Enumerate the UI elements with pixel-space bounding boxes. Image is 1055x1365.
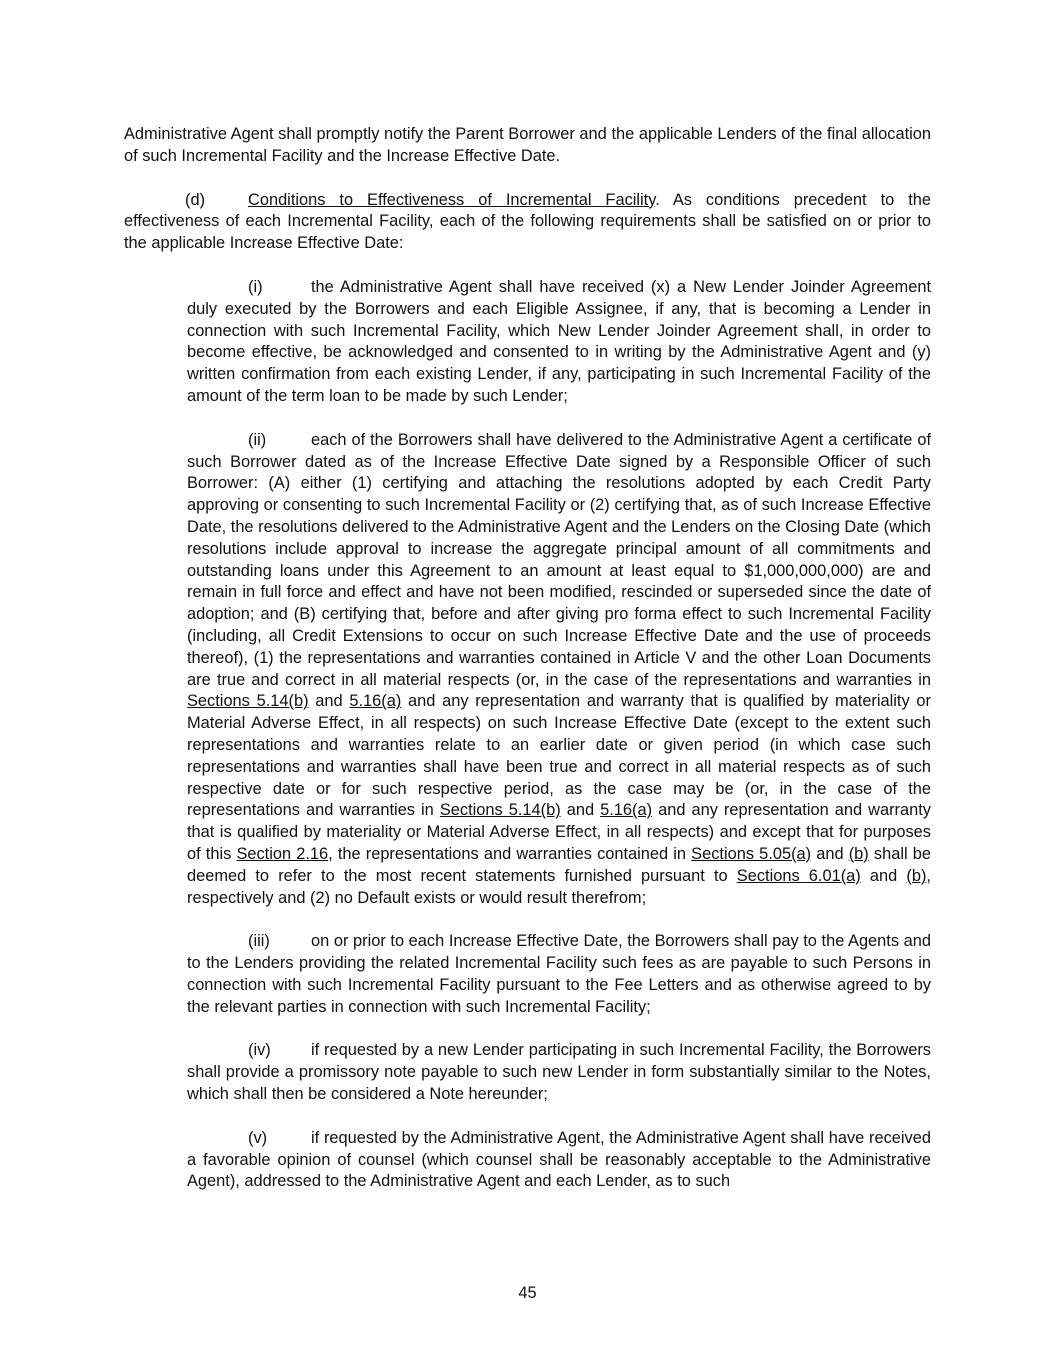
section-d-heading: Conditions to Effectiveness of Incremental Facility [248,190,656,209]
section-reference: Sections 5.14(b) [439,801,561,820]
section-reference: Section 2.16 [236,844,329,863]
item-iii [187,931,931,1018]
item-i-label: (i) [248,277,263,296]
item-v-text: if requested by the Administrative Agent, the Administrative Agent shall have received a favorable opinion of counsel (which counsel shall be reasonably acceptable to the Administrative Agent), addressed to the Administrative Agent and each Lender, as to such [187,1128,931,1191]
page-number: 45 [518,1284,537,1302]
item-i [187,277,931,408]
item-iv [187,1040,931,1105]
intro-paragraph: Administrative Agent shall promptly notify the Parent Borrower and the applicable Lenders of the final allocation of such Incremental Facility and the Increase Effective Date. [124,125,931,165]
section-reference: 5.16(a) [349,692,402,711]
item-ii-label: (ii) [248,430,267,449]
item-ii-text: and any representation and warranty that is qualified by materiality or Material Adverse Effect, in all respects) on such Increase Effective Date (except to the extent such representations and warranties relate to an earlier date or given period (in which case such representations and warranties shall have been true and correct in all material respects as of such respective date or for such respective period, as the case may be (or, in the case of the representations and warranties in [187,692,931,820]
item-iv-text: if requested by a new Lender participating in such Incremental Facility, the Borrowers shall provide a promissory note payable to such new Lender in form substantially similar to the Notes, which shall then be considered a Note hereunder; [187,1041,931,1104]
section-reference: 5.16(a) [600,801,653,820]
section-reference: Sections 5.05(a) [691,844,812,863]
section-reference: (b) [848,844,869,863]
item-ii-text: , respectively and (2) no Default exists or would result therefrom; [187,866,931,907]
item-v-label: (v) [248,1128,268,1147]
item-i-text: the Administrative Agent shall have received (x) a New Lender Joinder Agreement duly executed by the Borrowers and each Eligible Assignee, if any, that is becoming a Lender in connection with such Incremental Facility, which New Lender Joinder Agreement shall, in order to become effective, be acknowledged and consented to in writing by the Administrative Agent and (y) written confirmation from each existing Lender, if any, participating in such Incremental Facility of the amount of the term loan to be made by such Lender; [187,277,931,405]
item-ii-text: and [560,801,601,820]
section-reference: Sections 5.14(b) [187,692,309,711]
item-ii [187,430,931,910]
item-iv-label: (iv) [248,1041,271,1060]
item-iii-text: on or prior to each Increase Effective Date, the Borrowers shall pay to the Agents and to the Lenders providing the related Incremental Facility such fees as are payable to such Persons in connection with such Incremental Facility pursuant to the Fee Letters and as otherwise agreed to by the relevant parties in connection with such Incremental Facility; [187,932,931,1016]
item-ii-text: shall be deemed to refer to the most recent statements furnished pursuant to [187,844,931,885]
item-ii-text: each of the Borrowers shall have delivered to the Administrative Agent a certificate of such Borrower dated as of the Increase Effective Date signed by a Responsible Officer of such Borrower: (A) either (1) certifying and attaching the resolutions adopted by each Credit Party approving or consenting to such Incremental Facility or (2) certifying that, as of such Increase Effective Date, the resolutions delivered to the Administrative Agent and the Lenders on the Closing Date (which resolutions include approval to increase the aggregate principal amount of all commitments and outstanding loans under this Agreement to an amount at least equal to $1,000,000,000) are and remain in full force and effect and have not been modified, rescinded or superseded since the date of adoption; and (B) certifying that, before and after giving pro forma effect to such Incremental Facility (including, all Credit Extensions to occur on such Increase Effective Date and the use of proceeds thereof), (1) the representations and warranties contained in Article V and the other Loan Documents are true and correct in all material respects (or, in the case of the representations and warranties in [187,430,931,689]
item-ii-text: and [860,866,907,885]
item-ii-text: and any representation and warranty that is qualified by materiality or Material Adverse Effect, in all respects) and except that for purposes of this [187,801,931,863]
document-page [124,124,931,1215]
item-v [187,1128,931,1193]
section-d-paragraph [124,190,931,255]
item-ii-text: , the representations and warranties contained in [328,844,692,863]
item-iii-label: (iii) [248,932,270,951]
section-reference: Sections 6.01(a) [736,866,861,885]
section-reference: (b) [906,866,927,885]
section-d-label: (d) [185,190,206,209]
section-d-text: . As conditions precedent to the effectiveness of each Incremental Facility, each of the following requirements shall be satisfied on or prior to the applicable Increase Effective Date: [124,190,931,253]
item-ii-text: and [811,844,849,863]
item-ii-text: and [308,692,350,711]
